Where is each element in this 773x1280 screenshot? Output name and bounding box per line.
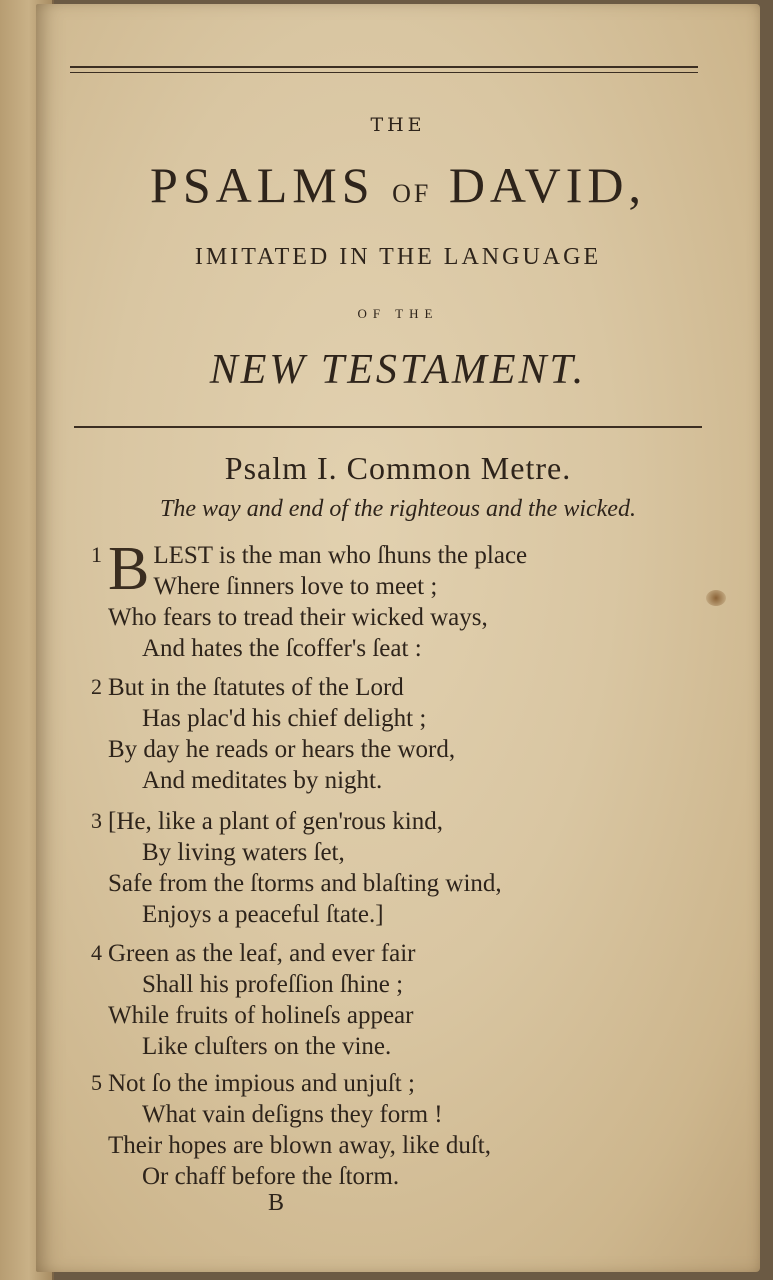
verse-line: And meditates by night. (142, 767, 383, 794)
verse-line: Safe from the ſtorms and blaſting wind, (108, 870, 502, 897)
verse-number: 3 (91, 808, 102, 833)
verse-line: Green as the leaf, and ever fair (108, 940, 416, 967)
title-new-testament: NEW TESTAMENT. (209, 347, 587, 393)
verse-line: What vain deſigns they form ! (142, 1101, 443, 1128)
verse-number: 2 (91, 674, 102, 699)
verse-line: Shall his profeſſion ſhine ; (142, 971, 404, 998)
title-of-the: OF THE (357, 306, 439, 321)
verse-line: While fruits of holineſs appear (108, 1002, 414, 1029)
verse-line: But in the ſtatutes of the Lord (108, 674, 404, 701)
verse-number: 5 (91, 1070, 102, 1095)
verse-line: Who fears to tread their wicked ways, (108, 604, 488, 631)
title-of: OF (392, 179, 432, 208)
title-psalms: PSALMS (150, 157, 375, 213)
verse-line: Or chaff before the ſtorm. (142, 1163, 400, 1190)
stanza-5 (76, 1068, 716, 1192)
book-page (36, 4, 760, 1272)
title-the: THE (370, 114, 426, 136)
title-imitated: IMITATED IN THE LANGUAGE (194, 244, 602, 270)
psalm-heading: Psalm I. Common Metre. (224, 450, 572, 486)
verse-line: By day he reads or hears the word, (108, 736, 456, 763)
verse-line: LEST is the man who ſhuns the place (153, 542, 528, 569)
stanza-4 (76, 938, 716, 1062)
verse-number: 1 (91, 542, 102, 567)
title-main (36, 156, 760, 214)
verse-line: And hates the ſcoffer's ſeat : (142, 635, 422, 662)
verse-line: Their hopes are blown away, like duſt, (108, 1132, 491, 1159)
stanza-1 (76, 535, 716, 664)
verse-line: By living waters ſet, (142, 839, 345, 866)
psalm-subtitle: The way and end of the righteous and the wicked. (160, 496, 636, 522)
stanza-2 (76, 672, 716, 796)
drop-cap: B (108, 535, 150, 603)
verse-line: [He, like a plant of gen'rous kind, (108, 808, 443, 835)
verse-line: Where ſinners love to meet ; (153, 573, 438, 600)
stanza-3 (76, 806, 716, 930)
signature-mark: B (268, 1190, 285, 1216)
header-double-rule (70, 66, 698, 73)
title-david: DAVID, (448, 157, 646, 213)
verse-line: Enjoys a peaceful ſtate.] (142, 901, 384, 928)
verse-line: Like cluſters on the vine. (142, 1033, 392, 1060)
verse-line: Has plac'd his chief delight ; (142, 705, 427, 732)
title-rule (74, 426, 702, 428)
verse-line: Not ſo the impious and unjuſt ; (108, 1070, 415, 1097)
verse-number: 4 (91, 940, 102, 965)
